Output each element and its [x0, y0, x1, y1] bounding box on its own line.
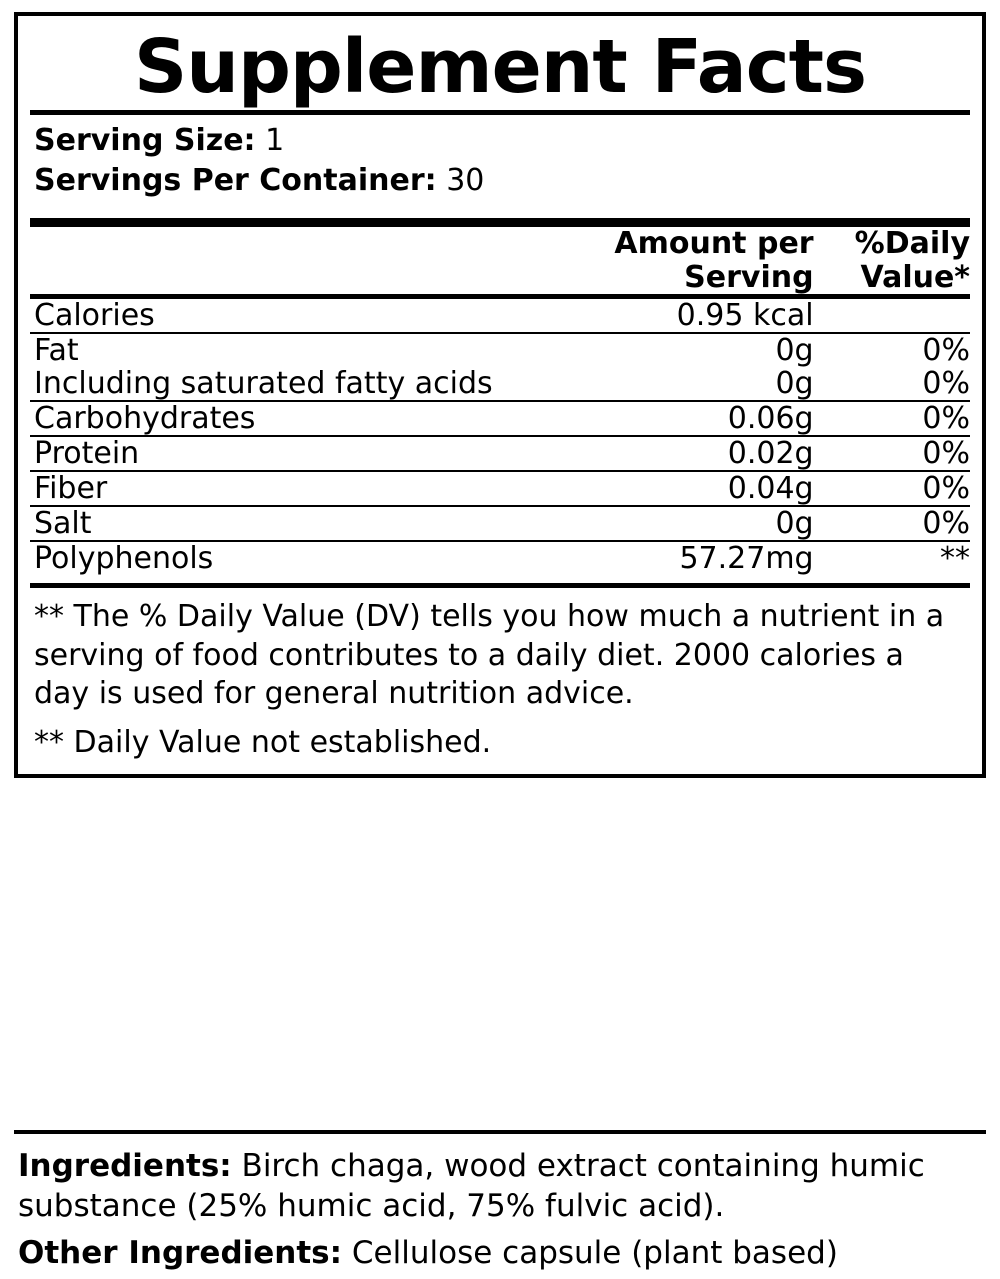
nutrient-amount: 0.04g — [727, 471, 814, 507]
servings-per-container-line — [34, 161, 966, 201]
nutrient-amount: 0.06g — [727, 401, 814, 437]
table-row — [30, 402, 970, 435]
footnote-dv-not-established: ** Daily Value not established. — [34, 724, 492, 760]
nutrient-amount: 0g — [775, 506, 814, 542]
nutrient-amount: 0.95 kcal — [676, 298, 814, 334]
serving-size-label: Serving Size: — [34, 123, 256, 158]
table-row — [30, 437, 970, 470]
nutrient-amount: 0g — [775, 333, 814, 369]
serving-size-line — [34, 121, 966, 161]
servings-per-container-label: Servings Per Container: — [34, 162, 437, 198]
nutrient-amount: 0.02g — [727, 436, 814, 472]
serving-size-value: 1 — [265, 123, 285, 158]
nutrient-dv: 0% — [922, 436, 970, 472]
table-row — [30, 367, 970, 400]
nutrient-name: Polyphenols — [34, 541, 214, 577]
table-row — [30, 542, 970, 575]
nutrient-dv: 0% — [922, 366, 970, 402]
nutrient-dv: 0% — [922, 506, 970, 542]
nutrient-dv: 0% — [922, 401, 970, 437]
nutrient-name: Fiber — [34, 471, 108, 507]
ingredients-label: Ingredients: — [18, 1148, 232, 1185]
facts-box — [14, 12, 986, 778]
ingredients-line — [18, 1146, 982, 1227]
table-header-row — [30, 227, 970, 294]
ingredients-section — [14, 1146, 986, 1273]
header-spacer — [30, 227, 538, 294]
header-daily-value: %Daily Value* — [854, 226, 970, 295]
other-ingredients-label: Other Ingredients: — [18, 1234, 343, 1271]
nutrient-amount: 57.27mg — [679, 541, 814, 577]
nutrient-name: Protein — [34, 436, 140, 472]
table-row — [30, 472, 970, 505]
nutrition-table — [30, 227, 970, 575]
servings-per-container-value: 30 — [446, 162, 485, 198]
ingredients-text: Birch chaga, wood extract containing humic substance (25% humic acid, 75% fulvic acid). — [18, 1148, 925, 1225]
nutrient-name: Fat — [34, 333, 79, 369]
table-row — [30, 507, 970, 540]
footnote-daily-value-explanation: ** The % Daily Value (DV) tells you how much a nutrient in a serving of food contributes to a daily diet. 2000 calories a day is used for general nutrition advice. — [34, 599, 945, 712]
divider-above-columns — [30, 218, 970, 227]
other-ingredients-line — [18, 1233, 982, 1273]
header-amount-per-serving: Amount per Serving — [614, 226, 814, 295]
page-title: Supplement Facts — [133, 24, 867, 110]
footnotes — [30, 588, 970, 766]
nutrient-dv — [820, 299, 970, 332]
nutrient-dv: ** — [940, 541, 970, 577]
table-row — [30, 334, 970, 367]
nutrient-name: Calories — [34, 298, 155, 334]
nutrient-dv: 0% — [922, 471, 970, 507]
nutrient-amount: 0g — [775, 366, 814, 402]
nutrient-name: Salt — [34, 506, 92, 542]
nutrient-dv: 0% — [922, 333, 970, 369]
nutrient-name: Including saturated fatty acids — [34, 366, 493, 402]
serving-info — [30, 115, 970, 210]
divider-above-ingredients — [14, 1130, 986, 1134]
nutrient-name: Carbohydrates — [34, 401, 256, 437]
table-row — [30, 299, 970, 332]
other-ingredients-text: Cellulose capsule (plant based) — [351, 1234, 838, 1271]
